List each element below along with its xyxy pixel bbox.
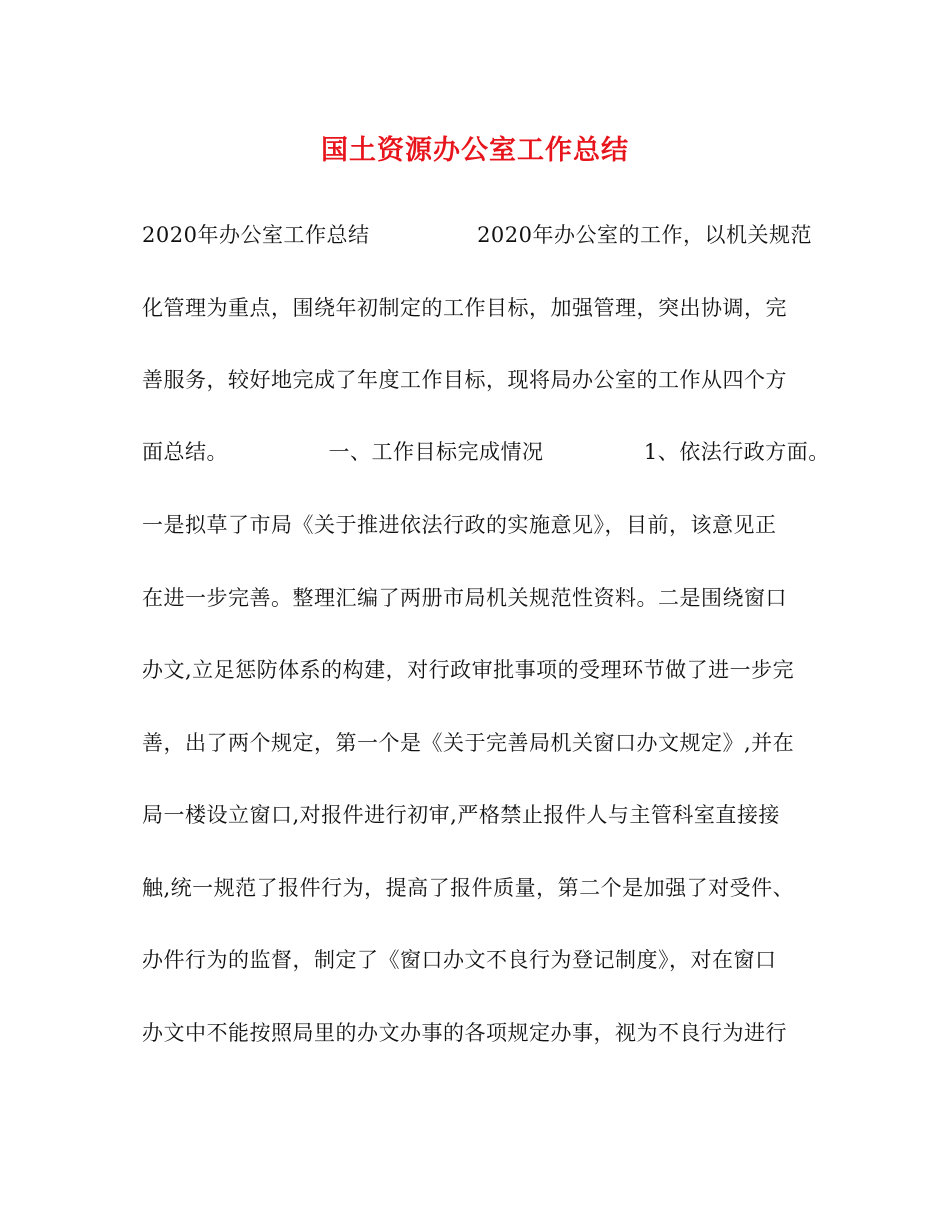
body-line: 面总结。 一、工作目标完成情况 1、依法行政方面。 (142, 440, 830, 464)
body-line: 化管理为重点，围绕年初制定的工作目标，加强管理，突出协调，完 (142, 296, 787, 320)
body-line: 局一楼设立窗口,对报件进行初审,严格禁止报件人与主管科室直接接 (142, 803, 780, 827)
body-line: 一是拟草了市局《关于推进依法行政的实施意见》，目前，该意见正 (142, 513, 777, 537)
body-line: 在进一步完善。整理汇编了两册市局机关规范性资料。二是围绕窗口 (142, 586, 787, 610)
body-line: 善服务，较好地完成了年度工作目标，现将局办公室的工作从四个方 (142, 368, 787, 392)
body-line: 办文中不能按照局里的办文办事的各项规定办事，视为不良行为进行 (142, 1021, 787, 1045)
body-line: 办件行为的监督，制定了《窗口办文不良行为登记制度》，对在窗口 (142, 948, 777, 972)
body-line: 触,统一规范了报件行为，提高了报件质量，第二个是加强了对受件、 (142, 876, 795, 900)
document-title: 国土资源办公室工作总结 (321, 135, 629, 166)
body-line: 办文,立足惩防体系的构建，对行政审批事项的受理环节做了进一步完 (142, 658, 795, 682)
body-line: 2020年办公室工作总结 2020年办公室的工作，以机关规范 (142, 223, 813, 247)
body-line: 善，出了两个规定，第一个是《关于完善局机关窗口办文规定》,并在 (142, 731, 795, 755)
